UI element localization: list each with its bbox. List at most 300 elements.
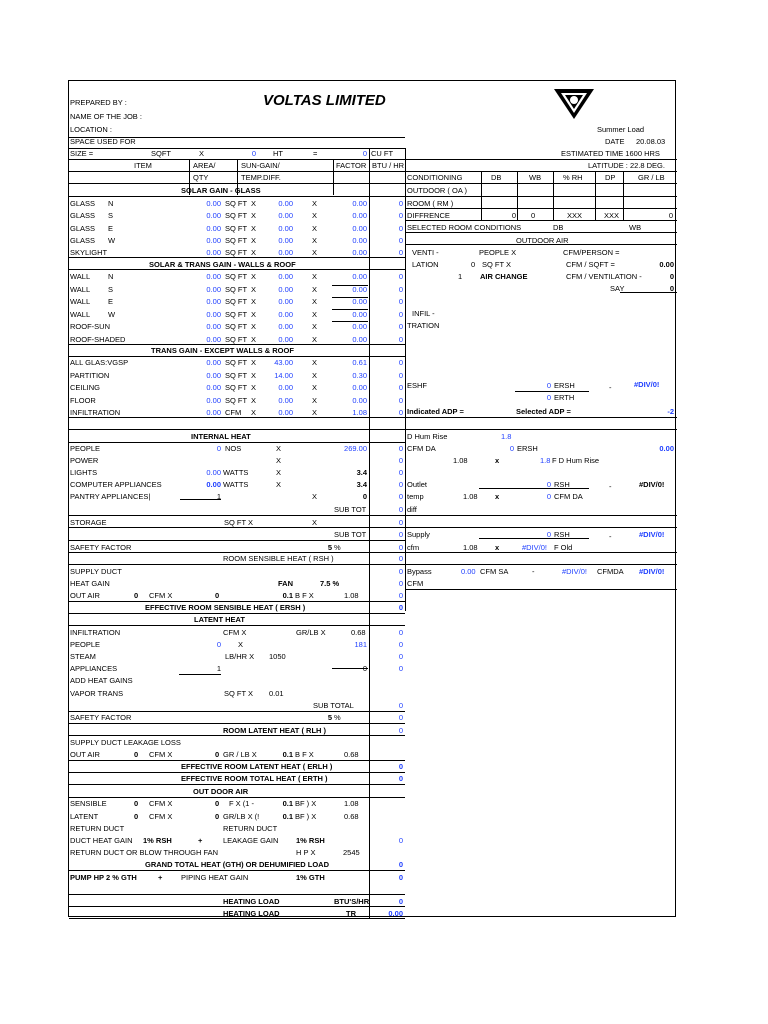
grid-line bbox=[69, 159, 677, 160]
cell-text: X bbox=[251, 248, 257, 258]
area-value: 0.00 bbox=[206, 395, 221, 405]
cell-text: QTY bbox=[193, 173, 209, 182]
cell-text: 1% RSH bbox=[296, 836, 325, 845]
cell-text: 1.8 bbox=[540, 456, 551, 465]
cell-text: X bbox=[276, 444, 282, 453]
cell-text: 0.00 bbox=[659, 444, 674, 453]
grid-line bbox=[69, 760, 405, 761]
cell-text: ESHF bbox=[407, 381, 428, 390]
grid-line bbox=[553, 171, 554, 220]
cell-text: WATTS bbox=[223, 480, 249, 489]
cell-text: 0 bbox=[669, 272, 674, 281]
factor-value: 0.00 bbox=[352, 223, 367, 233]
factor-value: 0.00 bbox=[352, 395, 367, 405]
cell-text: 0.68 bbox=[344, 812, 359, 821]
grid-line bbox=[515, 391, 589, 392]
cuft-value: 0 bbox=[362, 149, 367, 158]
cell-text: CFM bbox=[225, 408, 242, 417]
cell-text: 0.1 bbox=[282, 750, 293, 759]
grid-line bbox=[69, 735, 405, 736]
cell-text: 5 bbox=[327, 713, 332, 722]
cell-text: temp bbox=[407, 492, 424, 501]
cell-text: XXX bbox=[604, 211, 620, 220]
cell-text: TRATION bbox=[407, 321, 440, 330]
grid-line bbox=[332, 321, 368, 322]
cell-text: GR / LB bbox=[638, 173, 665, 182]
cell-text: + bbox=[158, 873, 163, 882]
factor-value: 0.00 bbox=[352, 297, 367, 306]
grid-line bbox=[405, 196, 677, 197]
cell-text: PEOPLE bbox=[70, 640, 101, 649]
cell-text: X bbox=[312, 518, 318, 527]
cell-text: 0 bbox=[216, 444, 221, 453]
cell-text: X bbox=[312, 408, 318, 417]
grid-line bbox=[405, 552, 677, 553]
cell-text: NOS bbox=[225, 444, 242, 453]
cell-text: 0.00 bbox=[206, 480, 221, 489]
cell-text: 0 bbox=[668, 211, 673, 220]
cell-text: LIGHTS bbox=[70, 468, 98, 477]
cell-text: X bbox=[312, 272, 318, 281]
grid-line bbox=[405, 429, 677, 430]
cell-text: 0.68 bbox=[344, 750, 359, 759]
factor-value: 0.00 bbox=[352, 322, 367, 331]
cell-text: 0 bbox=[546, 381, 551, 390]
cell-text: X bbox=[312, 199, 318, 208]
cell-text: 1% GTH bbox=[296, 873, 325, 882]
grid-line bbox=[623, 171, 624, 220]
grid-line bbox=[405, 417, 677, 418]
cell-text: B F X bbox=[295, 591, 314, 600]
sungain-value: 0.00 bbox=[278, 334, 293, 344]
cell-text: LATENT HEAT bbox=[194, 615, 245, 624]
grid-line bbox=[69, 344, 405, 345]
cell-text: 0 bbox=[398, 444, 403, 453]
cell-text: 0 bbox=[216, 640, 221, 649]
cell-text: 181 bbox=[354, 640, 367, 649]
grid-line bbox=[405, 183, 677, 184]
grid-line bbox=[405, 232, 677, 233]
row-label: WALL bbox=[70, 284, 91, 294]
grid-line bbox=[405, 244, 677, 245]
cell-text: N bbox=[108, 272, 114, 281]
cell-text: B F X bbox=[295, 750, 314, 759]
cell-text: - bbox=[609, 482, 612, 491]
size-label: SIZE = bbox=[70, 149, 94, 158]
grid-line bbox=[69, 797, 405, 798]
cell-text: COMPUTER APPLIANCES bbox=[70, 480, 162, 489]
cell-text: X bbox=[312, 223, 318, 233]
cell-text: ROOM ( RM ) bbox=[407, 199, 454, 208]
cell-text: X bbox=[251, 370, 257, 380]
cell-text: RETURN DUCT bbox=[223, 824, 278, 833]
row-label: ROOF-SHADED bbox=[70, 334, 126, 344]
area-value: 0.00 bbox=[206, 408, 221, 417]
sungain-value: 0.00 bbox=[278, 284, 293, 294]
cell-text: X bbox=[251, 223, 257, 233]
cell-text: SQ FT bbox=[225, 370, 248, 380]
grid-line bbox=[189, 159, 190, 195]
cell-text: 0 bbox=[398, 579, 403, 588]
cell-text: HEATING LOAD bbox=[223, 897, 280, 906]
cell-text: X bbox=[251, 309, 257, 319]
cell-text: ERTH bbox=[554, 393, 575, 402]
cell-text: ROOM SENSIBLE HEAT ( RSH ) bbox=[223, 554, 334, 563]
grid-line bbox=[405, 171, 677, 172]
sungain-value: 43.00 bbox=[274, 358, 293, 367]
cell-text: CFM DA bbox=[554, 492, 583, 501]
cell-text: LEAKAGE GAIN bbox=[223, 836, 279, 845]
cell-text: X bbox=[312, 211, 318, 221]
cell-text: W bbox=[108, 309, 116, 319]
cell-text: 1 bbox=[216, 664, 221, 673]
cell-text: TEMP.DIFF. bbox=[241, 173, 281, 182]
cell-text: EFFECTIVE ROOM SENSIBLE HEAT ( ERSH ) bbox=[145, 603, 306, 612]
grid-line bbox=[405, 171, 406, 611]
cell-text: ERSH bbox=[517, 444, 538, 453]
factor-value: 0.00 bbox=[352, 284, 367, 294]
cell-text: CFM X bbox=[149, 750, 173, 759]
cell-text: 1.8 bbox=[501, 432, 512, 441]
cell-text: E bbox=[108, 223, 114, 233]
row-label: WALL bbox=[70, 297, 91, 306]
cell-text: X bbox=[312, 309, 318, 319]
cell-text: SQ FT bbox=[225, 395, 248, 405]
grid-line bbox=[69, 527, 405, 528]
grid-line bbox=[405, 220, 677, 221]
cell-text: SUN-GAIN/ bbox=[241, 161, 280, 170]
cell-text: GR / LB X bbox=[223, 750, 257, 759]
cell-text: - bbox=[609, 383, 612, 392]
cell-text: 0 bbox=[398, 897, 403, 906]
cell-text: SAY bbox=[610, 284, 625, 293]
factor-value: 0.00 bbox=[352, 309, 367, 319]
cell-text: OUT AIR bbox=[70, 591, 100, 600]
cell-text: CFMDA bbox=[597, 567, 624, 576]
cell-text: X bbox=[312, 492, 318, 501]
grid-line bbox=[69, 442, 405, 443]
cell-text: 1.08 bbox=[463, 543, 478, 552]
row-label: CEILING bbox=[70, 383, 101, 392]
cell-text: 0 bbox=[398, 492, 403, 501]
cell-text: HT bbox=[273, 149, 283, 158]
space-used-for-label: SPACE USED FOR bbox=[70, 137, 136, 146]
cell-text: CFM X bbox=[149, 799, 173, 808]
cell-text: D Hum Rise bbox=[407, 432, 448, 441]
cell-text: AREA/ bbox=[193, 161, 216, 170]
cell-text: Selected ADP = bbox=[516, 407, 571, 416]
btu-value: 0 bbox=[398, 408, 403, 417]
cell-text: X bbox=[312, 358, 318, 367]
cell-text: 0.00 bbox=[659, 260, 674, 269]
cell-text: 0 bbox=[546, 393, 551, 402]
cell-text: LATION bbox=[412, 260, 439, 269]
cell-text: 0 bbox=[398, 664, 403, 673]
cell-text: 1.08 bbox=[463, 492, 478, 501]
grid-line bbox=[69, 269, 405, 270]
cell-text: F Old bbox=[554, 543, 573, 552]
cell-text: 0.01 bbox=[269, 689, 284, 698]
cell-text: DB bbox=[553, 223, 564, 232]
cell-text: 7.5 % bbox=[320, 579, 340, 588]
cell-text: 0 bbox=[531, 211, 536, 220]
cell-text: X bbox=[251, 284, 257, 294]
cell-text: DP bbox=[605, 173, 616, 182]
cell-text: 1.08 bbox=[453, 456, 468, 465]
cell-text: 0 bbox=[398, 468, 403, 477]
section-head-trans: TRANS GAIN - EXCEPT WALLS & ROOF bbox=[151, 346, 294, 355]
cell-text: 0 bbox=[546, 492, 551, 501]
cell-text: X bbox=[312, 383, 318, 392]
cell-text: STORAGE bbox=[70, 518, 107, 527]
cell-text: HEATING LOAD bbox=[223, 909, 280, 918]
cell-text: SQ FT bbox=[225, 322, 248, 331]
cell-text: CFM X bbox=[223, 628, 247, 637]
area-value: 0.00 bbox=[206, 334, 221, 344]
row-label: WALL bbox=[70, 309, 91, 319]
cell-text: PEOPLE X bbox=[479, 248, 517, 257]
cell-text: X bbox=[312, 284, 318, 294]
sungain-value: 0.00 bbox=[278, 322, 293, 331]
cell-text: ADD HEAT GAINS bbox=[70, 676, 133, 685]
cell-text: 0 bbox=[398, 652, 403, 661]
job-name-label: NAME OF THE JOB : bbox=[70, 112, 142, 121]
cell-text: LB/HR X bbox=[225, 652, 255, 661]
cell-text: S bbox=[108, 284, 114, 294]
cell-text: 0 bbox=[398, 713, 403, 722]
cell-text: X bbox=[251, 358, 257, 367]
area-value: 0.00 bbox=[206, 383, 221, 392]
cell-text: X bbox=[251, 322, 257, 331]
grid-line bbox=[69, 429, 405, 430]
cell-text: 0 bbox=[398, 591, 403, 600]
cell-text: 0 bbox=[215, 591, 220, 600]
cell-text: 2545 bbox=[343, 848, 360, 857]
prepared-by-label: PREPARED BY : bbox=[70, 98, 127, 107]
row-label: PARTITION bbox=[70, 370, 110, 380]
estimated-time: ESTIMATED TIME 1600 HRS bbox=[561, 149, 660, 158]
grid-line bbox=[69, 711, 405, 712]
grid-line bbox=[405, 208, 677, 209]
cell-text: 0 bbox=[398, 726, 403, 735]
cell-text: WB bbox=[629, 223, 642, 232]
cell-text: X bbox=[276, 468, 282, 477]
factor-value: 0.00 bbox=[352, 272, 367, 281]
cell-text: BTU / HR bbox=[372, 161, 405, 170]
grid-line bbox=[405, 564, 677, 565]
cell-text: 269.00 bbox=[344, 444, 367, 453]
sungain-value: 14.00 bbox=[274, 370, 293, 380]
cell-text: SQ FT bbox=[225, 199, 248, 208]
cell-text: SELECTED ROOM CONDITIONS bbox=[407, 223, 522, 232]
cell-text: X bbox=[251, 235, 257, 245]
grid-line bbox=[69, 918, 405, 919]
cell-text: ERSH bbox=[554, 381, 575, 390]
cell-text: CFM SA bbox=[480, 567, 509, 576]
cell-text: CFM X bbox=[149, 591, 173, 600]
cell-text: RETURN DUCT OR BLOW THROUGH FAN bbox=[70, 848, 219, 857]
cell-text: 0 bbox=[398, 603, 403, 612]
row-label: ALL GLAS:VGSP bbox=[70, 358, 129, 367]
cell-text: S bbox=[108, 211, 114, 221]
cell-text: F X (1 - bbox=[229, 799, 255, 808]
location-label: LOCATION : bbox=[70, 125, 112, 134]
cell-text: BF ) X bbox=[295, 812, 317, 821]
factor-value: 0.00 bbox=[352, 199, 367, 208]
grid-line bbox=[332, 297, 368, 298]
cell-text: SQ FT bbox=[225, 248, 248, 258]
grid-line bbox=[479, 538, 589, 539]
cell-text: INTERNAL HEAT bbox=[191, 432, 251, 441]
cell-text: RSH bbox=[554, 480, 570, 489]
cell-text: CFM X bbox=[149, 812, 173, 821]
cell-text: X bbox=[312, 370, 318, 380]
cell-text: X bbox=[251, 334, 257, 344]
cell-text: 0 bbox=[398, 628, 403, 637]
cell-text: 0 bbox=[398, 860, 403, 869]
cell-text: 1.08 bbox=[344, 799, 359, 808]
cell-text: 0 bbox=[398, 836, 403, 845]
cell-text: AIR CHANGE bbox=[480, 272, 528, 281]
cell-text: PUMP HP 2 % GTH bbox=[70, 873, 137, 882]
grid-line bbox=[332, 309, 368, 310]
cell-text: X bbox=[276, 456, 282, 465]
cell-text: SUB TOT bbox=[334, 530, 367, 539]
cell-text: PEOPLE bbox=[70, 444, 101, 453]
cell-text: DATE bbox=[605, 137, 625, 146]
grid-line bbox=[69, 894, 405, 895]
btu-value: 0 bbox=[398, 370, 403, 380]
cell-text: 0 bbox=[215, 812, 220, 821]
cell-text: GR/LB X (! bbox=[223, 812, 260, 821]
btu-value: 0 bbox=[398, 334, 403, 344]
cell-text: 0 bbox=[134, 750, 139, 759]
grid-line bbox=[595, 171, 596, 220]
sungain-value: 0.00 bbox=[278, 211, 293, 221]
area-value: 0.00 bbox=[206, 223, 221, 233]
cell-text: SUB TOT bbox=[334, 505, 367, 514]
cell-text: 0 bbox=[398, 640, 403, 649]
cell-text: 0 bbox=[134, 591, 139, 600]
cell-text: 0 bbox=[398, 518, 403, 527]
row-label: WALL bbox=[70, 272, 91, 281]
area-value: 0.00 bbox=[206, 370, 221, 380]
area-value: 0.00 bbox=[206, 211, 221, 221]
cell-text: 0 bbox=[398, 543, 403, 552]
cell-text: SQ FT bbox=[225, 211, 248, 221]
cell-text: X bbox=[312, 395, 318, 405]
cell-text: HEAT GAIN bbox=[70, 579, 110, 588]
grid-line bbox=[405, 515, 677, 516]
cell-text: X bbox=[312, 297, 318, 306]
cell-text: SQ FT bbox=[225, 223, 248, 233]
sungain-value: 0.00 bbox=[278, 248, 293, 258]
cell-text: DUCT HEAT GAIN bbox=[70, 836, 133, 845]
row-label: GLASS bbox=[70, 223, 96, 233]
cell-text: WATTS bbox=[223, 468, 249, 477]
cell-text: 0.00 bbox=[461, 567, 476, 576]
area-value: 0.00 bbox=[206, 322, 221, 331]
cell-text: LATENT bbox=[70, 812, 99, 821]
cell-text: X bbox=[251, 211, 257, 221]
cell-text: X bbox=[199, 149, 205, 158]
cell-text: SQ FT bbox=[225, 334, 248, 344]
cell-text: SENSIBLE bbox=[70, 799, 107, 808]
row-label: GLASS bbox=[70, 211, 96, 221]
size-value: 0 bbox=[251, 149, 256, 158]
cell-text: X bbox=[312, 334, 318, 344]
cell-text: ROOM LATENT HEAT ( RLH ) bbox=[223, 726, 327, 735]
cell-text: SQFT bbox=[151, 149, 171, 158]
grid-line bbox=[69, 515, 405, 516]
sungain-value: 0.00 bbox=[278, 235, 293, 245]
page-title: VOLTAS LIMITED bbox=[263, 92, 386, 109]
cell-text: 3.4 bbox=[356, 468, 367, 477]
cell-text: BF ) X bbox=[295, 799, 317, 808]
sungain-value: 0.00 bbox=[278, 297, 293, 306]
btu-value: 0 bbox=[398, 248, 403, 258]
cell-text: 0 bbox=[134, 799, 139, 808]
area-value: 0.00 bbox=[206, 235, 221, 245]
cell-text: 0 bbox=[509, 444, 514, 453]
cell-text: #DIV/0! bbox=[562, 567, 588, 576]
grid-line bbox=[620, 292, 677, 293]
cell-text: X bbox=[238, 640, 244, 649]
div-error: #DIV/0! bbox=[639, 567, 665, 576]
factor-value: 0.00 bbox=[352, 235, 367, 245]
cell-text: SQ FT bbox=[225, 235, 248, 245]
section-head-solar: SOLAR GAIN - GLASS bbox=[181, 186, 261, 195]
factor-value: 0.00 bbox=[352, 383, 367, 392]
grid-line bbox=[479, 488, 589, 489]
cell-text: 0 bbox=[398, 567, 403, 576]
cell-text: = bbox=[313, 149, 318, 158]
sungain-value: 0.00 bbox=[278, 395, 293, 405]
grid-line bbox=[69, 196, 405, 197]
grid-line bbox=[69, 257, 405, 258]
cell-text: 0 bbox=[471, 260, 476, 269]
cell-text: 1% RSH bbox=[143, 836, 172, 845]
summer-load-label: Summer Load bbox=[597, 125, 645, 134]
row-label: GLASS bbox=[70, 199, 96, 208]
area-value: 0.00 bbox=[206, 284, 221, 294]
cell-text: -2 bbox=[667, 407, 674, 416]
cell-text: OUTDOOR ( OA ) bbox=[407, 186, 467, 195]
factor-value: 0.00 bbox=[352, 248, 367, 258]
cell-text: STEAM bbox=[70, 652, 96, 661]
btu-value: 0 bbox=[398, 211, 403, 221]
cell-text: 0 bbox=[362, 492, 367, 501]
cell-text: diff bbox=[407, 505, 417, 514]
cell-text: SQ FT X bbox=[224, 518, 254, 527]
grid-line bbox=[69, 613, 405, 614]
sungain-value: 0.00 bbox=[278, 309, 293, 319]
area-value: 0.00 bbox=[206, 358, 221, 367]
cell-text: CU FT bbox=[371, 149, 394, 158]
cell-text: SQ FT bbox=[225, 284, 248, 294]
cell-text: 0.1 bbox=[282, 591, 293, 600]
cell-text: POWER bbox=[70, 456, 99, 465]
cell-text: PANTRY APPLIANCES| bbox=[70, 492, 151, 501]
cell-text: X bbox=[251, 199, 257, 208]
cell-text: 0 bbox=[398, 480, 403, 489]
cell-text: EFFECTIVE ROOM LATENT HEAT ( ERLH ) bbox=[181, 762, 333, 771]
cell-text: WB bbox=[529, 173, 542, 182]
grid-line bbox=[69, 723, 405, 724]
date-value: 20.08.03 bbox=[636, 137, 666, 146]
sungain-value: 0.00 bbox=[278, 223, 293, 233]
cell-text: RSH bbox=[554, 530, 570, 539]
